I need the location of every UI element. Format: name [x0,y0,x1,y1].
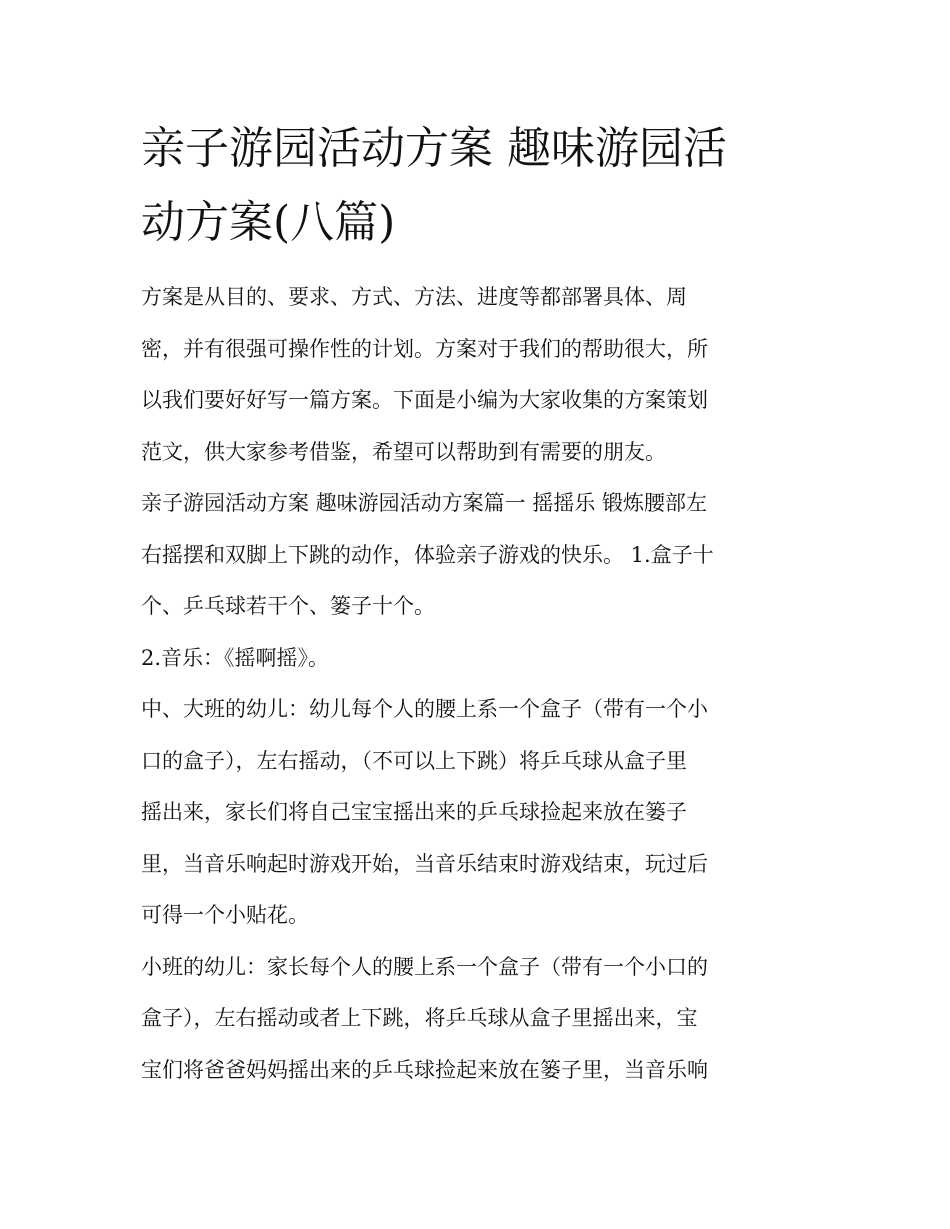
paragraph-small-class [141,942,813,1097]
text-line: 个、乒乓球若干个、篓子十个。 [141,594,435,618]
text-line: 小班的幼儿：家长每个人的腰上系一个盒子（带有一个小口的 [141,954,708,979]
paragraph-section-one [141,478,813,633]
text-line: 右摇摆和双脚上下跳的动作，体验亲子游戏的快乐。 1.盒子十 [141,542,714,567]
document-body [141,272,813,1096]
document-content [141,112,813,1096]
text-line: 方案是从目的、要求、方式、方法、进度等都部署具体、周 [141,285,687,309]
text-line: 中、大班的幼儿：幼儿每个人的腰上系一个盒子（带有一个小 [141,697,708,721]
text-line: 2.音乐：《摇啊摇》。 [141,645,330,670]
text-line: 范文，供大家参考借鉴，希望可以帮助到有需要的朋友。 [141,439,666,464]
text-line: 盒子），左右摇动或者上下跳，将乒乓球从盒子里摇出来，宝 [141,1006,698,1030]
paragraph-intro [141,272,813,478]
text-line: 密，并有很强可操作性的计划。方案对于我们的帮助很大，所 [141,336,708,361]
text-line: 摇出来，家长们将自己宝宝摇出来的乒乓球捡起来放在篓子 [141,800,687,824]
title-line: 亲子游园活动方案 趣味游园活 [141,123,727,174]
text-line: 亲子游园活动方案 趣味游园活动方案篇一 摇摇乐 锻炼腰部左 [141,491,708,515]
text-line: 宝们将爸爸妈妈摇出来的乒乓球捡起来放在篓子里，当音乐响 [141,1057,708,1082]
paragraph-music [141,633,813,685]
title-line: 动方案(八篇) [141,197,396,248]
paragraph-middle-large-class [141,684,813,942]
document-title [141,112,813,260]
text-line: 口的盒子），左右摇动，（不可以上下跳）将乒乓球从盒子里 [141,748,687,773]
text-line: 以我们要好好写一篇方案。下面是小编为大家收集的方案策划 [141,388,708,412]
text-line: 里，当音乐响起时游戏开始，当音乐结束时游戏结束，玩过后 [141,851,708,876]
text-line: 可得一个小贴花。 [141,903,309,927]
